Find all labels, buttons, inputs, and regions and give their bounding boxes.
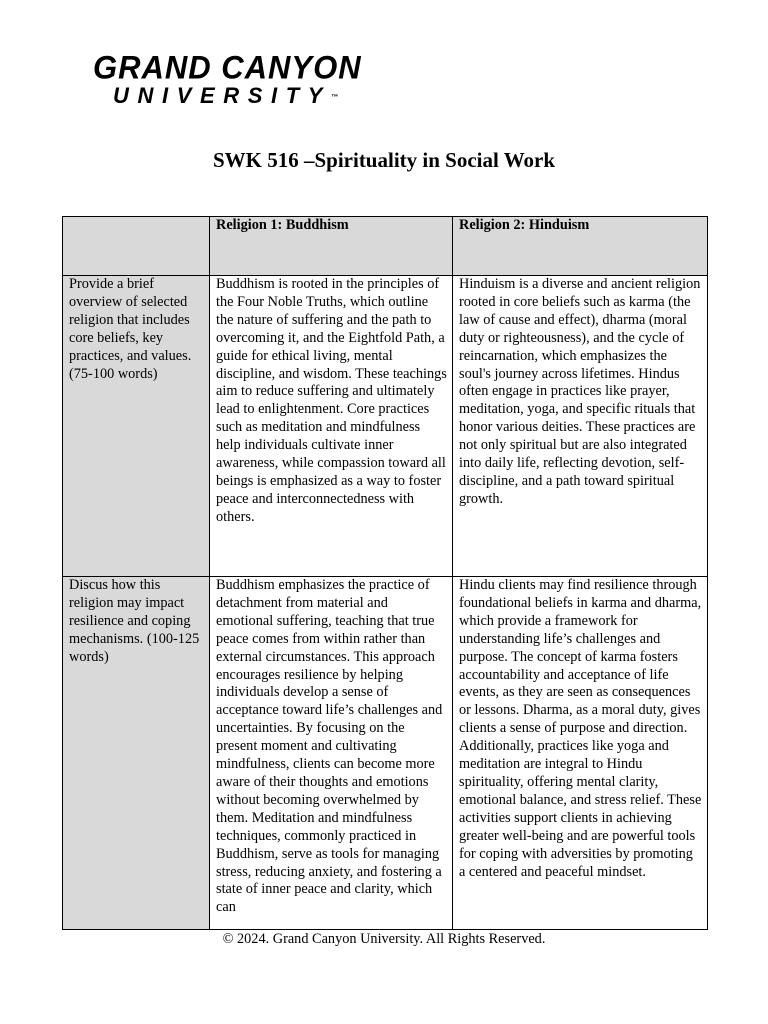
- document-title: SWK 516 –Spirituality in Social Work: [212, 148, 556, 172]
- header-religion-2-label: Religion 2: Hinduism: [459, 217, 590, 233]
- cell-hinduism-overview: Hinduism is a diverse and ancient religion rooted in core beliefs such as karma (the law of cause and effect), dharma (moral duty or righteousness), and the cycle of reincarnation, which emphasizes the soul's journey across lifetimes. Hindus often engage in practices like prayer, meditation, yoga, and specific rituals that honor various deities. These practices are not only spiritual but are also integrated into daily life, reflecting devotion, self-discipline, and a path toward spiritual growth.: [453, 276, 708, 577]
- trademark-symbol: ™: [331, 94, 339, 101]
- cell-buddhism-resilience: Buddhism emphasizes the practice of detachment from material and emotional suffering, teaching that true peace comes from within rather than external circumstances. This approach encourages resilience by helping individuals develop a sense of acceptance toward life’s challenges and uncertainties. By focusing on the present moment and cultivating mindfulness, clients can become more aware of their thoughts and emotions without becoming overwhelmed by them. Meditation and mindfulness techniques, commonly practiced in Buddhism, serve as tools for managing stress, reducing anxiety, and fostering a state of inner peace and clarity, which can: [210, 577, 453, 930]
- logo-university-text: UNIVERSITY: [113, 83, 332, 108]
- row-prompt-overview: Provide a brief overview of selected religion that includes core beliefs, key practices, and values. (75-100 words): [63, 276, 210, 577]
- university-logo: [93, 48, 362, 108]
- cell-buddhism-overview: Buddhism is rooted in the principles of the Four Noble Truths, which outline the nature of suffering and the path to overcoming it, and the Eightfold Path, a guide for ethical living, mental discipline, and wisdom. These teachings aim to reduce suffering and ultimately lead to enlightenment. Core practices such as meditation and mindfulness help individuals cultivate inner awareness, while compassion toward all beings is emphasized as a way to foster peace and interconnectedness with others.: [210, 276, 453, 577]
- header-cell-empty: [63, 217, 210, 276]
- table-header-row: [63, 217, 708, 276]
- cell-hinduism-resilience: Hindu clients may find resilience through foundational beliefs in karma and dharma, which provide a framework for understanding life’s challenges and purpose. The concept of karma fosters accountability and acceptance of life events, as they are seen as consequences or lessons. Dharma, as a moral duty, gives clients a sense of purpose and direction. Additionally, practices like yoga and meditation are integral to Hindu spirituality, offering mental clarity, emotional balance, and stress relief. These activities support clients in achieving greater well-being and are powerful tools for coping with adversities by promoting a centered and peaceful mindset.: [453, 577, 708, 930]
- copyright-footer: © 2024. Grand Canyon University. All Rights Reserved.: [222, 931, 546, 947]
- header-cell-religion-2: [453, 217, 708, 276]
- header-religion-1-label: Religion 1: Buddhism: [216, 217, 349, 233]
- row-prompt-resilience: Discus how this religion may impact resilience and coping mechanisms. (100-125 words): [63, 577, 210, 930]
- logo-wordmark-bottom: [113, 84, 355, 108]
- table-row: [63, 577, 708, 930]
- logo-wordmark-top: GRAND CANYON: [93, 48, 362, 86]
- comparison-table: [62, 216, 708, 930]
- header-cell-religion-1: [210, 217, 453, 276]
- table-row: [63, 276, 708, 577]
